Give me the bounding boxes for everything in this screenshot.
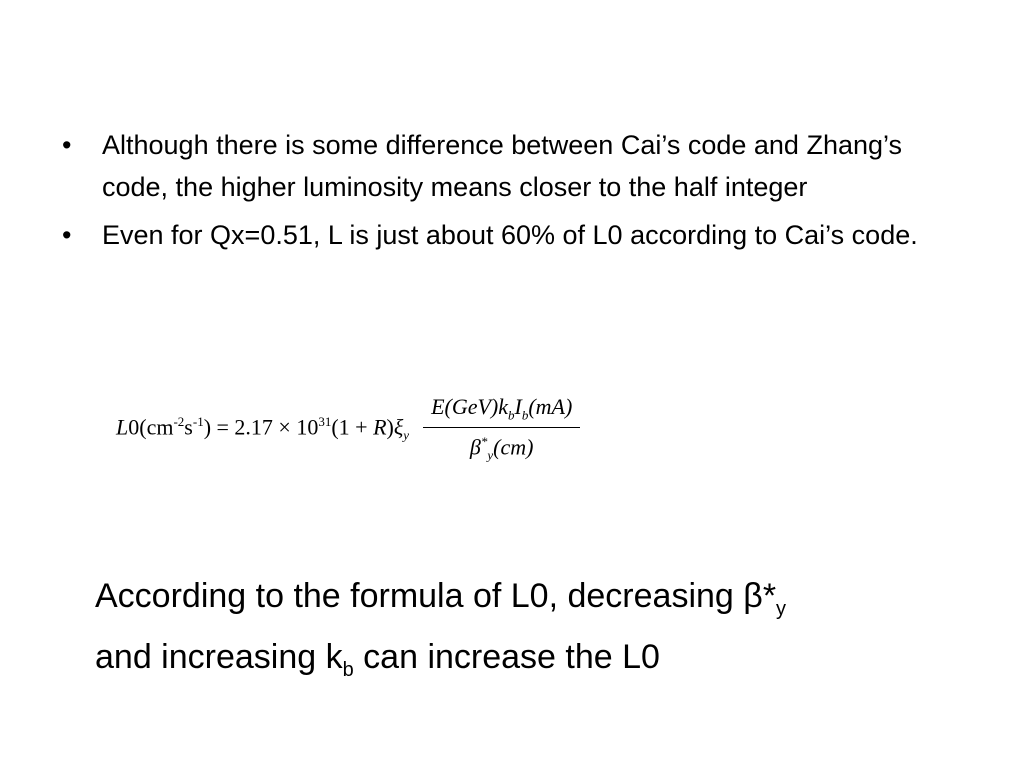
formula-numerator: $E(GeV)k_bI_b(mA)$ <box>423 394 580 428</box>
formula-fraction <box>423 394 580 464</box>
luminosity-formula <box>116 394 580 464</box>
bullet-list <box>62 124 942 262</box>
bullet-item <box>62 214 942 256</box>
bullet-item <box>62 124 942 208</box>
formula-denominator: $\beta^*_y(cm)$ <box>469 434 534 464</box>
bullet-text: Even for Qx=0.51, L is just about 60% of L0 according to Cai’s code. <box>102 220 918 250</box>
bullet-marker: • <box>62 130 72 160</box>
conclusion-text <box>95 572 955 694</box>
bullet-text: Although there is some difference between Cai’s code and Zhang’s code, the higher luminosity means closer to the half integer <box>102 130 903 202</box>
conclusion-line-2: and increasing $k_b$ can increase the L0 <box>95 637 660 681</box>
bullet-marker: • <box>62 220 72 250</box>
conclusion-line-1: According to the formula of L0, decreasing $\beta*_y$ <box>95 577 787 620</box>
formula-lhs: $L0(cm^{-2}s^{-1}) = 2.17 \times 10^{31}(1 + R)\xi_y$ <box>116 414 410 443</box>
